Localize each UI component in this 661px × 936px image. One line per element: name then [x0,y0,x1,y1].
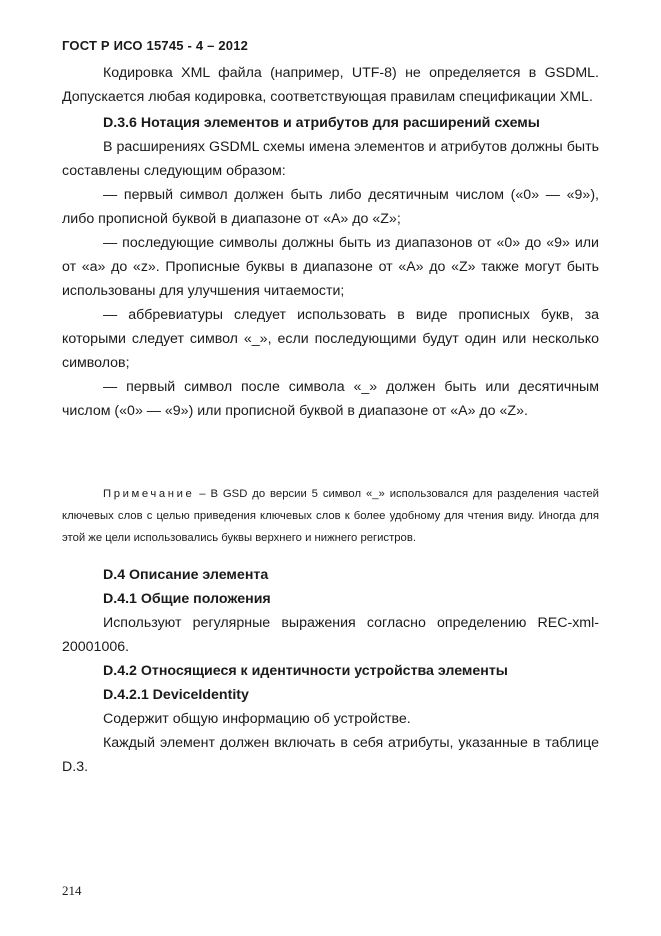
note-paragraph [62,483,599,549]
paragraph-naming-rules: В расширениях GSDML схемы имена элементов и атрибутов должны быть составлены следующим образом: [62,139,599,179]
document-header: ГОСТ Р ИСО 15745 - 4 – 2012 [62,38,249,53]
list-item-following-symbols: — последующие символы должны быть из диапазонов от «0» до «9» или от «a» до «z». Прописные буквы в диапазоне от «A» до «Z» также могут быть использованы для улучшения читаемости; [62,235,599,299]
paragraph-regex: Используют регулярные выражения согласно определению REC-xml-20001006. [62,615,599,655]
paragraph-attributes: Каждый элемент должен включать в себя атрибуты, указанные в таблице D.3. [62,735,599,775]
paragraph-device-info: Содержит общую информацию об устройстве. [103,711,411,727]
heading-d36: D.3.6 Нотация элементов и атрибутов для расширений схемы [103,115,540,131]
paragraph-encoding: Кодировка XML файла (например, UTF-8) не определяется в GSDML. Допускается любая кодировка, соответствующая правилам спецификации XML. [62,65,599,105]
list-item-abbreviations: — аббревиатуры следует использовать в виде прописных букв, за которыми следует символ «_», если последующими будут один или несколько символов; [62,307,599,371]
note-label: Примечание [103,488,195,500]
main-text-block-1 [62,61,599,423]
note-block [62,483,599,549]
main-text-block-2 [62,563,599,779]
note-text: – В GSD до версии 5 символ «_» использовался для разделения частей ключевых слов с целью приведения ключевых слов к более удобному для чтения виду. Иногда для этой же цели использовались буквы верхнего и нижнего регистров. [62,488,599,544]
list-item-after-underscore: — первый символ после символа «_» должен быть или десятичным числом («0» — «9») или прописной буквой в диапазоне от «A» до «Z». [62,379,599,419]
list-item-first-symbol: — первый символ должен быть либо десятичным числом («0» — «9»), либо прописной буквой в диапазоне от «A» до «Z»; [62,187,599,227]
page-number: 214 [62,883,82,898]
heading-d421: D.4.2.1 DeviceIdentity [103,687,249,703]
heading-d4: D.4 Описание элемента [103,567,269,583]
heading-d42: D.4.2 Относящиеся к идентичности устройства элементы [103,663,508,679]
heading-d41: D.4.1 Общие положения [103,591,271,607]
